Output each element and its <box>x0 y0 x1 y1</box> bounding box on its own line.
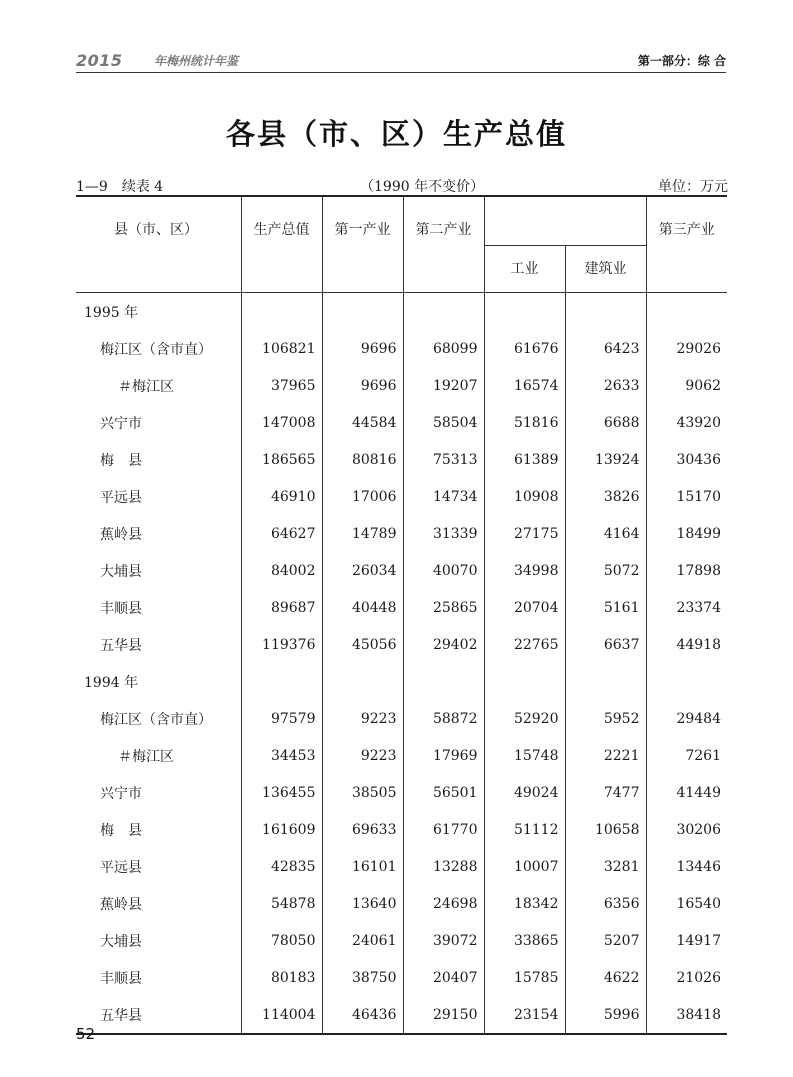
cell-tertiary: 18499 <box>646 515 727 552</box>
cell-construction: 5207 <box>565 922 646 959</box>
cell-construction: 5072 <box>565 552 646 589</box>
cell-industry: 61389 <box>484 441 565 478</box>
cell-construction: 2221 <box>565 737 646 774</box>
empty-cell <box>241 293 322 331</box>
cell-construction: 7477 <box>565 774 646 811</box>
cell-primary: 16101 <box>322 848 403 885</box>
cell-gdp: 80183 <box>241 959 322 996</box>
cell-construction: 2633 <box>565 367 646 404</box>
cell-primary: 17006 <box>322 478 403 515</box>
cell-primary: 80816 <box>322 441 403 478</box>
cell-industry: 33865 <box>484 922 565 959</box>
cell-primary: 44584 <box>322 404 403 441</box>
county-name: 大埔县 <box>100 563 142 580</box>
empty-cell <box>322 663 403 700</box>
col-header-primary: 第一产业 <box>322 196 403 293</box>
cell-construction: 5952 <box>565 700 646 737</box>
cell-gdp: 161609 <box>241 811 322 848</box>
cell-industry: 23154 <box>484 996 565 1034</box>
cell-secondary: 39072 <box>403 922 484 959</box>
cell-tertiary: 14917 <box>646 922 727 959</box>
year-row <box>76 293 727 331</box>
county-name: 梅县 <box>100 822 156 839</box>
cell-industry: 34998 <box>484 552 565 589</box>
cell-industry: 52920 <box>484 700 565 737</box>
col-header-tertiary: 第三产业 <box>646 196 727 293</box>
cell-primary: 46436 <box>322 996 403 1034</box>
cell-primary: 9223 <box>322 700 403 737</box>
cell-tertiary: 23374 <box>646 589 727 626</box>
cell-tertiary: 30206 <box>646 811 727 848</box>
cell-gdp: 147008 <box>241 404 322 441</box>
table-row <box>76 589 727 626</box>
table-row <box>76 737 727 774</box>
cell-gdp: 64627 <box>241 515 322 552</box>
cell-secondary: 13288 <box>403 848 484 885</box>
cell-primary: 26034 <box>322 552 403 589</box>
cell-secondary: 58872 <box>403 700 484 737</box>
cell-secondary: 68099 <box>403 330 484 367</box>
cell-secondary: 61770 <box>403 811 484 848</box>
year-label: 1994 年 <box>84 674 139 691</box>
cell-gdp: 114004 <box>241 996 322 1034</box>
cell-gdp: 89687 <box>241 589 322 626</box>
cell-industry: 49024 <box>484 774 565 811</box>
section-label: 第一部分：综 合 <box>637 54 726 68</box>
col-header-industry: 工业 <box>484 246 565 293</box>
cell-primary: 24061 <box>322 922 403 959</box>
cell-industry: 18342 <box>484 885 565 922</box>
cell-gdp: 46910 <box>241 478 322 515</box>
cell-tertiary: 15170 <box>646 478 727 515</box>
cell-tertiary: 38418 <box>646 996 727 1034</box>
cell-construction: 13924 <box>565 441 646 478</box>
yearbook-title: 年梅州统计年鉴 <box>154 54 239 68</box>
table-row <box>76 700 727 737</box>
county-name: 大埔县 <box>100 933 142 950</box>
cell-tertiary: 13446 <box>646 848 727 885</box>
cell-industry: 51112 <box>484 811 565 848</box>
county-name: 梅江区（含市直） <box>100 341 212 358</box>
cell-construction: 4164 <box>565 515 646 552</box>
cell-tertiary: 16540 <box>646 885 727 922</box>
county-name: 兴宁市 <box>100 785 142 802</box>
cell-construction: 3281 <box>565 848 646 885</box>
col-header-gdp: 生产总值 <box>241 196 322 293</box>
cell-tertiary: 7261 <box>646 737 727 774</box>
table-row <box>76 996 727 1034</box>
cell-secondary: 24698 <box>403 885 484 922</box>
table-row <box>76 848 727 885</box>
cell-secondary: 29402 <box>403 626 484 663</box>
cell-tertiary: 29484 <box>646 700 727 737</box>
county-name: ＃梅江区 <box>118 748 174 765</box>
cell-tertiary: 9062 <box>646 367 727 404</box>
county-name: 兴宁市 <box>100 415 142 432</box>
cell-gdp: 37965 <box>241 367 322 404</box>
gdp-table <box>76 195 727 1035</box>
col-header-construction: 建筑业 <box>565 246 646 293</box>
empty-cell <box>565 293 646 331</box>
cell-tertiary: 29026 <box>646 330 727 367</box>
county-name: ＃梅江区 <box>118 378 174 395</box>
cell-primary: 40448 <box>322 589 403 626</box>
table-row <box>76 885 727 922</box>
county-name: 梅江区（含市直） <box>100 711 212 728</box>
cell-secondary: 31339 <box>403 515 484 552</box>
cell-tertiary: 17898 <box>646 552 727 589</box>
table-row <box>76 552 727 589</box>
empty-cell <box>484 663 565 700</box>
price-basis: （1990 年不变价） <box>360 179 485 195</box>
cell-primary: 45056 <box>322 626 403 663</box>
cell-gdp: 106821 <box>241 330 322 367</box>
cell-secondary: 40070 <box>403 552 484 589</box>
cell-gdp: 97579 <box>241 700 322 737</box>
cell-tertiary: 44918 <box>646 626 727 663</box>
col-header-secondary-breakdown <box>484 196 646 246</box>
cell-primary: 9696 <box>322 367 403 404</box>
table-row <box>76 478 727 515</box>
cell-secondary: 14734 <box>403 478 484 515</box>
county-name: 五华县 <box>100 637 142 654</box>
running-header <box>76 50 726 73</box>
cell-tertiary: 30436 <box>646 441 727 478</box>
cell-construction: 6688 <box>565 404 646 441</box>
cell-gdp: 54878 <box>241 885 322 922</box>
cell-construction: 3826 <box>565 478 646 515</box>
empty-cell <box>646 663 727 700</box>
county-name: 平远县 <box>100 489 142 506</box>
cell-secondary: 56501 <box>403 774 484 811</box>
cell-primary: 9223 <box>322 737 403 774</box>
cell-construction: 5996 <box>565 996 646 1034</box>
year-row <box>76 663 727 700</box>
yearbook-year: 2015 <box>76 51 123 70</box>
cell-construction: 6423 <box>565 330 646 367</box>
cell-gdp: 78050 <box>241 922 322 959</box>
cell-gdp: 42835 <box>241 848 322 885</box>
empty-cell <box>484 293 565 331</box>
year-label: 1995 年 <box>84 304 139 321</box>
cell-industry: 10908 <box>484 478 565 515</box>
cell-industry: 51816 <box>484 404 565 441</box>
cell-construction: 6637 <box>565 626 646 663</box>
cell-primary: 38505 <box>322 774 403 811</box>
empty-cell <box>565 663 646 700</box>
cell-industry: 16574 <box>484 367 565 404</box>
county-name: 梅县 <box>100 452 156 469</box>
empty-cell <box>646 293 727 331</box>
cell-industry: 10007 <box>484 848 565 885</box>
cell-secondary: 25865 <box>403 589 484 626</box>
table-row <box>76 404 727 441</box>
unit-label: 单位：万元 <box>658 179 728 195</box>
cell-primary: 14789 <box>322 515 403 552</box>
cell-secondary: 29150 <box>403 996 484 1034</box>
cell-secondary: 58504 <box>403 404 484 441</box>
county-name: 蕉岭县 <box>100 896 142 913</box>
table-row <box>76 626 727 663</box>
empty-cell <box>403 293 484 331</box>
table-row <box>76 922 727 959</box>
county-name: 丰顺县 <box>100 600 142 617</box>
cell-secondary: 75313 <box>403 441 484 478</box>
cell-industry: 22765 <box>484 626 565 663</box>
cell-gdp: 186565 <box>241 441 322 478</box>
cell-secondary: 17969 <box>403 737 484 774</box>
cell-tertiary: 21026 <box>646 959 727 996</box>
cell-industry: 20704 <box>484 589 565 626</box>
table-row <box>76 811 727 848</box>
cell-industry: 61676 <box>484 330 565 367</box>
cell-construction: 4622 <box>565 959 646 996</box>
col-header-county: 县（市、区） <box>76 196 241 293</box>
cell-primary: 38750 <box>322 959 403 996</box>
cell-construction: 10658 <box>565 811 646 848</box>
table-row <box>76 515 727 552</box>
cell-tertiary: 43920 <box>646 404 727 441</box>
cell-industry: 15785 <box>484 959 565 996</box>
cell-gdp: 136455 <box>241 774 322 811</box>
county-name: 蕉岭县 <box>100 526 142 543</box>
table-row <box>76 774 727 811</box>
cell-primary: 9696 <box>322 330 403 367</box>
cell-gdp: 119376 <box>241 626 322 663</box>
cell-construction: 6356 <box>565 885 646 922</box>
table-row <box>76 959 727 996</box>
cell-primary: 13640 <box>322 885 403 922</box>
county-name: 平远县 <box>100 859 142 876</box>
cell-industry: 27175 <box>484 515 565 552</box>
cell-tertiary: 41449 <box>646 774 727 811</box>
table-row <box>76 367 727 404</box>
table-row <box>76 441 727 478</box>
col-header-secondary: 第二产业 <box>403 196 484 293</box>
cell-secondary: 19207 <box>403 367 484 404</box>
table-body <box>76 293 727 1035</box>
table-row <box>76 330 727 367</box>
empty-cell <box>403 663 484 700</box>
page-number: 52 <box>76 1025 96 1043</box>
cell-gdp: 34453 <box>241 737 322 774</box>
cell-secondary: 20407 <box>403 959 484 996</box>
table-meta <box>76 176 728 196</box>
county-name: 五华县 <box>76 996 241 1034</box>
cell-construction: 5161 <box>565 589 646 626</box>
cell-industry: 15748 <box>484 737 565 774</box>
page-title: 各县（市、区）生产总值 <box>225 117 567 151</box>
county-name: 丰顺县 <box>100 970 142 987</box>
empty-cell <box>322 293 403 331</box>
empty-cell <box>241 663 322 700</box>
cell-primary: 69633 <box>322 811 403 848</box>
cell-gdp: 84002 <box>241 552 322 589</box>
table-code: 1—9 续表 4 <box>76 179 164 195</box>
